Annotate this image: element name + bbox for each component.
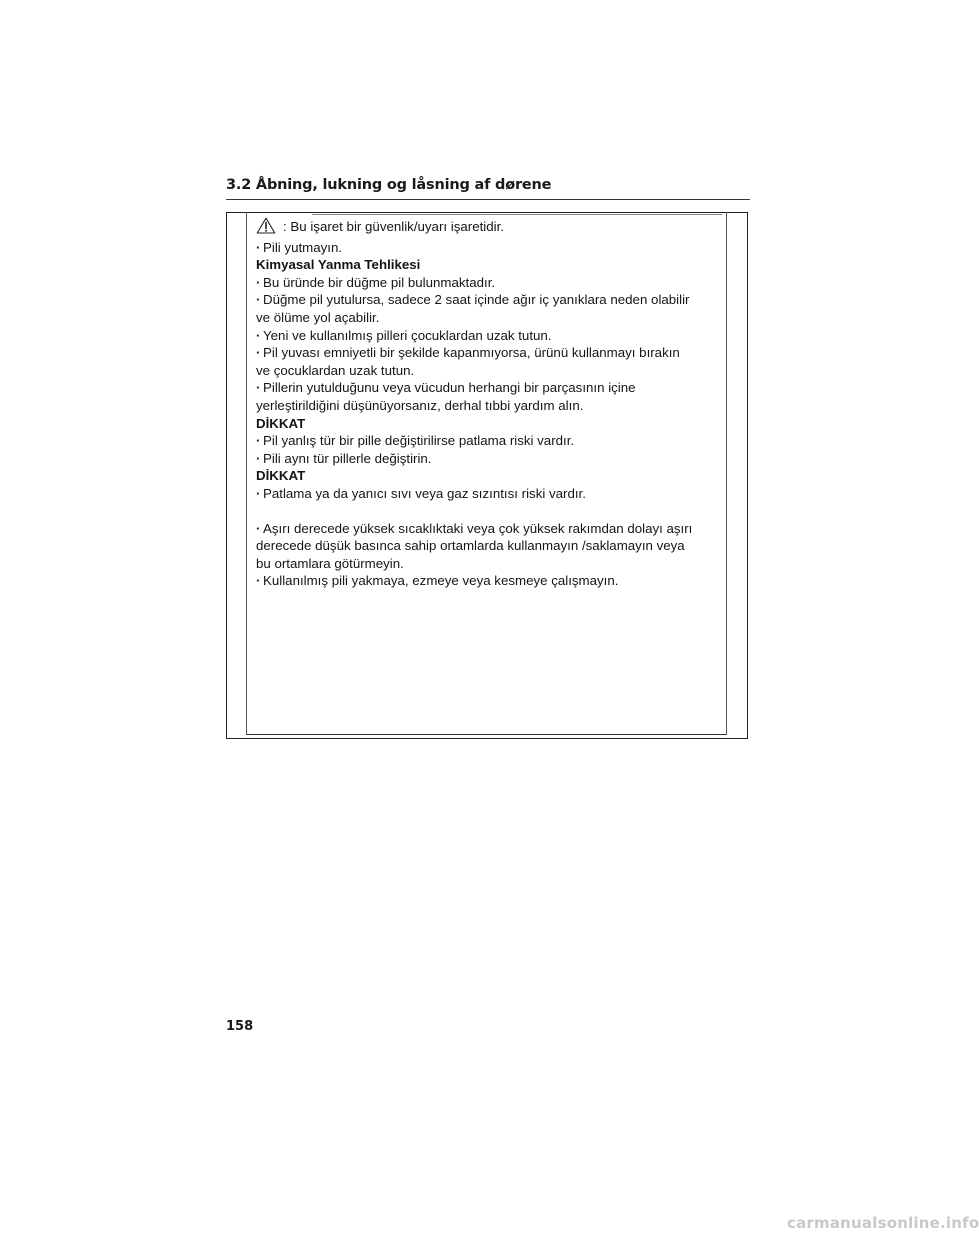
notice-line-text: Patlama ya da yanıcı sıvı veya gaz sızıntısı riski vardır. <box>263 485 586 501</box>
notice-bullet-item <box>256 520 726 538</box>
notice-heading <box>256 467 726 485</box>
bullet-dot-icon: · <box>256 274 261 290</box>
watermark-text: carmanualsonline.info <box>787 1214 979 1232</box>
notice-line-text: Pil yanlış tür bir pille değiştirilirse patlama riski vardır. <box>263 433 575 449</box>
notice-continuation-line <box>256 537 726 555</box>
notice-line-text: Kullanılmış pili yakmaya, ezmeye veya kesmeye çalışmayın. <box>263 573 619 589</box>
notice-line-text: Pil yuvası emniyetli bir şekilde kapanmıyorsa, ürünü kullanmayı bırakın <box>263 345 680 361</box>
bullet-dot-icon: · <box>256 520 261 536</box>
bullet-dot-icon: · <box>256 292 261 308</box>
notice-bullet-item <box>256 432 726 450</box>
bullet-dot-icon: · <box>256 433 261 449</box>
notice-line-text: yerleştirildiğini düşünüyorsanız, derhal tıbbi yardım alın. <box>256 397 584 413</box>
warning-symbol-text: : Bu işaret bir güvenlik/uyarı işaretidir. <box>283 219 504 234</box>
notice-bullet-item <box>256 485 726 503</box>
notice-line-text: Pili aynı tür pillerle değiştirin. <box>263 450 432 466</box>
bullet-dot-icon: · <box>256 239 261 255</box>
notice-line-text: derecede düşük basınca sahip ortamlarda kullanmayın /saklamayın veya <box>256 538 685 554</box>
warning-triangle-icon <box>256 217 276 239</box>
notice-line-text: Aşırı derecede yüksek sıcaklıktaki veya çok yüksek rakımdan dolayı aşırı <box>263 520 693 536</box>
bullet-dot-icon: · <box>256 345 261 361</box>
notice-bullet-item <box>256 344 726 362</box>
notice-line-text: ve ölüme yol açabilir. <box>256 309 380 325</box>
notice-heading <box>256 256 726 274</box>
bullet-dot-icon: · <box>256 485 261 501</box>
notice-bullet-item <box>256 291 726 309</box>
notice-bullet-item <box>256 327 726 345</box>
notice-bullet-item <box>256 239 726 257</box>
notice-line-text: Pili yutmayın. <box>263 239 343 255</box>
notice-heading <box>256 415 726 433</box>
notice-bullet-item <box>256 572 726 590</box>
notice-line-text: ve çocuklardan uzak tutun. <box>256 362 415 378</box>
notice-bullet-item <box>256 274 726 292</box>
page-number: 158 <box>226 1019 254 1034</box>
bullet-dot-icon: · <box>256 450 261 466</box>
notice-line-text: Yeni ve kullanılmış pilleri çocuklardan uzak tutun. <box>263 327 552 343</box>
notice-continuation-line <box>256 397 726 415</box>
notice-line-text: bu ortamlara götürmeyin. <box>256 555 404 571</box>
notice-line-text: Bu üründe bir düğme pil bulunmaktadır. <box>263 274 496 290</box>
section-title: 3.2 Åbning, lukning og låsning af dørene <box>226 177 552 193</box>
notice-heading-text: DİKKAT <box>256 468 306 484</box>
paragraph-gap <box>256 503 726 520</box>
bullet-dot-icon: · <box>256 380 261 396</box>
notice-continuation-line <box>256 555 726 573</box>
notice-line-text: Düğme pil yutulursa, sadece 2 saat içinde ağır iç yanıklara neden olabilir <box>263 292 690 308</box>
notice-heading-text: DİKKAT <box>256 415 306 431</box>
bullet-dot-icon: · <box>256 573 261 589</box>
notice-bullet-item <box>256 450 726 468</box>
notice-continuation-line <box>256 362 726 380</box>
title-divider <box>226 199 750 200</box>
notice-bullet-item <box>256 379 726 397</box>
notice-top-rule <box>312 214 722 215</box>
notice-line-text: Pillerin yutulduğunu veya vücudun herhangi bir parçasının içine <box>263 380 636 396</box>
notice-continuation-line <box>256 309 726 327</box>
warning-symbol-line <box>256 217 726 239</box>
battery-safety-notice <box>256 217 726 590</box>
bullet-dot-icon: · <box>256 327 261 343</box>
notice-lines <box>256 239 726 590</box>
notice-heading-text: Kimyasal Yanma Tehlikesi <box>256 257 421 273</box>
